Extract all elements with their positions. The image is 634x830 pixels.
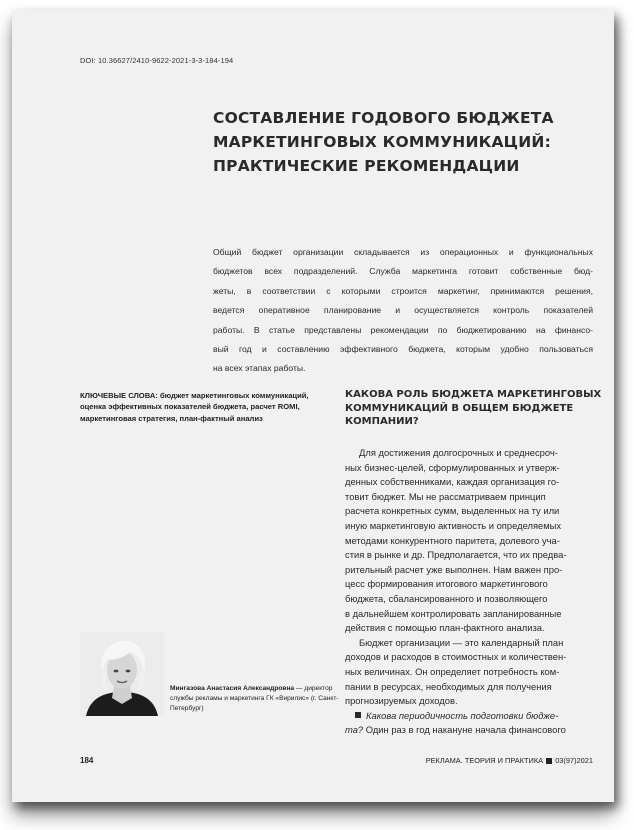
journal-issue: 03(97)2021 [555, 756, 593, 765]
author-role: — директор [294, 685, 333, 692]
body-text [345, 446, 600, 738]
body-line: денных собственниками, каждая организация го- [345, 476, 560, 488]
question-text: Какова периодичность подготовки бюдже- [366, 709, 559, 721]
page-number: 184 [80, 756, 94, 765]
body-line: прогнозируемых доходов. [345, 695, 458, 707]
heading-line: КАКОВА РОЛЬ БЮДЖЕТА МАРКЕТИНГОВЫХ [345, 389, 602, 400]
body-line: расчета конкретных сумм, выделенных на ту или [345, 505, 560, 517]
document-page [12, 10, 614, 802]
body-line [345, 709, 600, 724]
abstract-line: жеты, в соответствии с которыми строится маркетинг, принимаются решения, [213, 285, 593, 296]
title-line: ПРАКТИЧЕСКИЕ РЕКОМЕНДАЦИИ [213, 157, 520, 175]
author-photo [80, 632, 164, 716]
abstract-line: Общий бюджет организации складывается из операционных и функциональных [213, 247, 593, 257]
title-line: МАРКЕТИНГОВЫХ КОММУНИКАЦИЙ: [213, 133, 552, 151]
body-line: иную маркетинговую активность и определяемых [345, 519, 562, 531]
abstract-line: бюджетов всех подразделений. Служба маркетинга готовит собственные бюд- [213, 266, 593, 277]
caption-line: Петербург) [170, 704, 204, 712]
keywords-block [80, 390, 330, 424]
abstract-line: на всех этапах работы. [213, 363, 306, 374]
body-line [345, 723, 600, 738]
body-line: бюджета, сбалансированного и позволяющего [345, 592, 548, 604]
question-text: та? [345, 724, 364, 736]
body-line: Бюджет организации — это календарный план [359, 636, 564, 648]
author-name: Мингазова Анастасия Александровна [170, 685, 295, 692]
body-line: пании в ресурсах, необходимых для получения [345, 680, 552, 692]
square-separator-icon [546, 758, 552, 764]
article-title [213, 106, 593, 178]
keywords-label: КЛЮЧЕВЫЕ СЛОВА: [80, 391, 158, 400]
body-line: цесс формирования итогового маркетингового [345, 578, 548, 590]
heading-line: КОМПАНИИ? [345, 416, 419, 427]
abstract-line: работы. В статье представлены рекомендации по бюджетированию на финансо- [213, 324, 593, 335]
body-line: товит бюджет. Мы не рассматриваем принцип [345, 490, 546, 502]
body-line: рительный расчет уже выполнен. Нам важен про- [345, 563, 563, 575]
section-heading [345, 388, 600, 429]
body-line: ных величинах. Он определяет потребность ком- [345, 665, 560, 677]
body-line: методами конкурентного паритета, долевого уча- [345, 534, 560, 546]
square-bullet-icon [355, 712, 361, 718]
abstract-line: ведется оперативное планирование и осуществляется контроль показателей [213, 305, 593, 316]
keywords-line: оценка эффективных показателей бюджета, расчет ROMI, [80, 402, 300, 412]
body-line: в дальнейшем контролировать запланированные [345, 607, 562, 619]
body-line: стия в рынке и др. Предполагается, что их предва- [345, 549, 567, 561]
body-line: доходов и расходов в стоимостных и количествен- [345, 651, 567, 663]
journal-name: РЕКЛАМА. ТЕОРИЯ И ПРАКТИКА [425, 756, 544, 765]
body-line: ных бизнес-целей, сформулированных и утверж- [345, 461, 560, 473]
body-text-run: Один раз в год накануне начала финансового [363, 724, 566, 736]
heading-line: КОММУНИКАЦИЙ В ОБЩЕМ БЮДЖЕТЕ [345, 402, 574, 414]
body-line: действия с помощью план-фактного анализа. [345, 622, 545, 634]
caption-line: службы рекламы и маркетинга ГК «Вирилис» (г. Санкт- [170, 694, 339, 702]
doi-line: DOI: 10.36627/2410-9622-2021-3-3-184-194 [80, 56, 234, 65]
abstract [213, 243, 593, 379]
keywords-text: бюджет маркетинговых коммуникаций, [157, 391, 309, 400]
title-line: СОСТАВЛЕНИЕ ГОДОВОГО БЮДЖЕТА [213, 109, 554, 127]
caption-line [170, 684, 340, 694]
author-caption [170, 684, 340, 713]
keywords-line: маркетинговая стратегия, план-фактный анализ [80, 413, 263, 423]
keywords-line [80, 390, 330, 401]
body-line: Для достижения долгосрочных и среднесроч- [359, 447, 558, 458]
journal-footer [426, 756, 593, 765]
abstract-line: вый год и составлению эффективного бюджета, которым удобно пользоваться [213, 344, 593, 355]
author-portrait-image [80, 632, 164, 716]
